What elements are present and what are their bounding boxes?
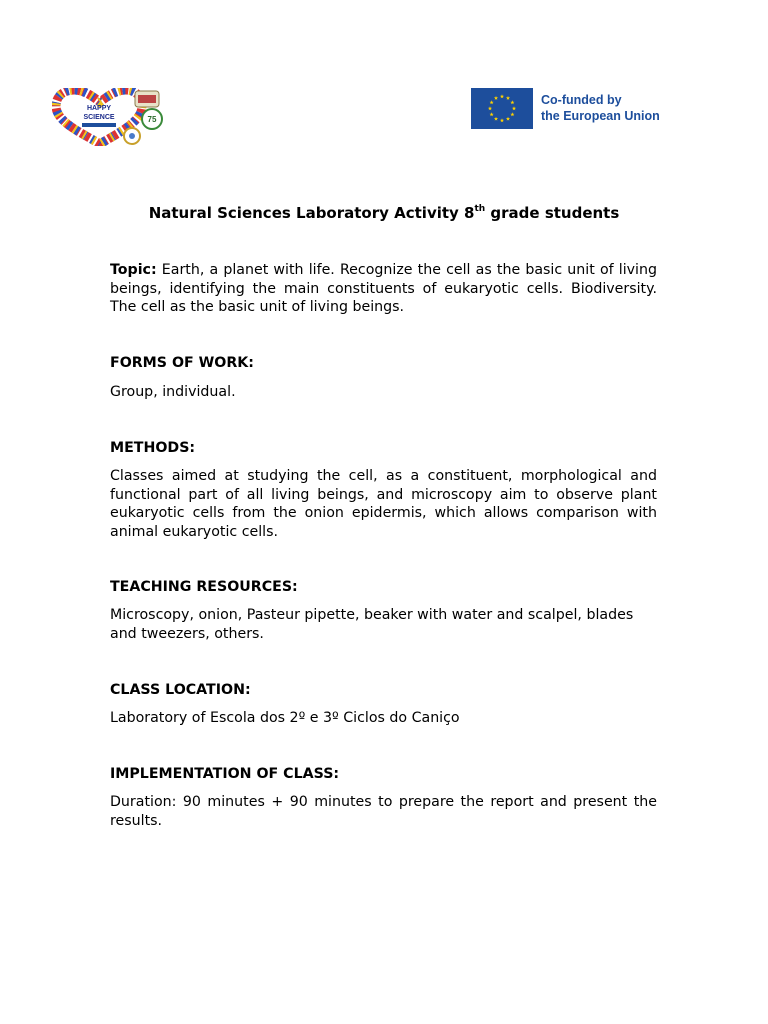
methods-heading: METHODS:: [110, 440, 196, 456]
svg-text:HAPPY: HAPPY: [86, 105, 112, 112]
document-title: [0, 203, 768, 223]
implementation-heading: IMPLEMENTATION OF CLASS:: [110, 766, 340, 782]
topic-text: Earth, a planet with life. Recognize the cell as the basic unit of living beings, identifying the main constituents of eukaryotic cells. Biodiversity. The cell as the basic unit of living beings.: [110, 262, 657, 315]
happy-science-logo: [52, 88, 166, 146]
class-location-heading: CLASS LOCATION:: [110, 682, 251, 698]
implementation-text: Duration: 90 minutes + 90 minutes to prepare the report and present the results.: [110, 794, 657, 829]
eu-cofunded-text: [541, 92, 660, 124]
title-suffix: grade students: [485, 204, 620, 222]
eu-flag-icon: [471, 88, 533, 129]
topic-label: Topic:: [110, 262, 157, 278]
class-location-text: Laboratory of Escola dos 2º e 3º Ciclos do Caniço: [110, 710, 460, 726]
heart-logo-icon: [52, 88, 166, 146]
svg-text:75: 75: [147, 115, 157, 124]
forms-of-work-text: Group, individual.: [110, 384, 236, 400]
topic-paragraph: [110, 261, 657, 317]
methods-text: Classes aimed at studying the cell, as a constituent, morphological and functional part of all living beings, and microscopy aim to observe plant eukaryotic cells from the onion epidermis, which allows comparison with animal eukaryotic cells.: [110, 468, 657, 540]
svg-text:SCIENCE: SCIENCE: [83, 114, 115, 121]
title-superscript: th: [474, 204, 486, 214]
forms-of-work-heading: FORMS OF WORK:: [110, 355, 254, 371]
title-prefix: Natural Sciences Laboratory Activity 8: [148, 204, 475, 222]
eu-text-line2: the European Union: [541, 109, 660, 123]
teaching-resources-text: Microscopy, onion, Pasteur pipette, beaker with water and scalpel, blades and tweezers, others.: [110, 607, 634, 642]
eu-cofunded-logo: [471, 88, 681, 130]
teaching-resources-heading: TEACHING RESOURCES:: [110, 579, 298, 595]
eu-text-line1: Co-funded by: [541, 93, 622, 107]
